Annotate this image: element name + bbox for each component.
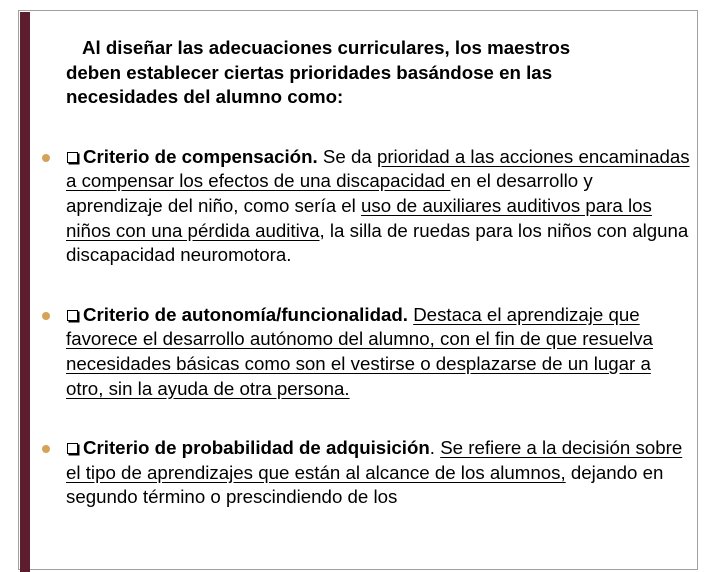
- intro-line-3: necesidades del alumno como:: [66, 86, 344, 108]
- checkbox-icon: [67, 310, 78, 321]
- item-title: Criterio de autonomía/funcionalidad.: [83, 303, 408, 325]
- list-item-probabilidad: [42, 436, 692, 510]
- slide-content: [42, 36, 692, 510]
- list-item-compensacion: [42, 145, 692, 268]
- item-title: Criterio de compensación.: [83, 145, 318, 167]
- intro-line-2: deben establecer ciertas prioridades basándose en las: [66, 61, 553, 83]
- bullet-icon: [42, 154, 50, 162]
- item-underlined-text: Se refiere a la decisión sobre el tipo de aprendizajes que están al alcance de los alumnos,: [66, 437, 683, 483]
- intro-paragraph: [66, 36, 692, 110]
- item-text: Se da: [317, 145, 377, 167]
- item-underlined-text: uso de auxiliares auditivos para los niños con una pérdida auditiva: [66, 194, 652, 241]
- item-text: en el desarrollo y aprendizaje del niño, como sería el: [66, 170, 593, 216]
- list-item-autonomia: [42, 303, 692, 401]
- bullet-icon: [42, 312, 50, 320]
- bullet-icon: [42, 445, 50, 453]
- item-text: .: [429, 437, 441, 459]
- item-title: Criterio de probabilidad de adquisición: [83, 437, 430, 459]
- item-underlined-text: Destaca el aprendizaje que favorece el desarrollo autónomo del alumno, con el fin de que resuelva necesidades básicas como son el vestirse o desplazarse de un lugar a otro, sin la ayuda de otra persona.: [66, 303, 653, 399]
- accent-bar: [20, 12, 30, 572]
- item-text: dejando en segundo término o prescindiendo de los: [66, 461, 664, 508]
- item-text: , la silla de ruedas para los niños con alguna discapacidad neuromotora.: [66, 219, 689, 266]
- checkbox-icon: [67, 152, 78, 163]
- item-underlined-text: prioridad a las acciones encaminadas a compensar los efectos de una discapacidad: [66, 145, 690, 192]
- intro-line-1: Al diseñar las adecuaciones curriculares, los maestros: [82, 37, 571, 58]
- checkbox-icon: [67, 443, 78, 454]
